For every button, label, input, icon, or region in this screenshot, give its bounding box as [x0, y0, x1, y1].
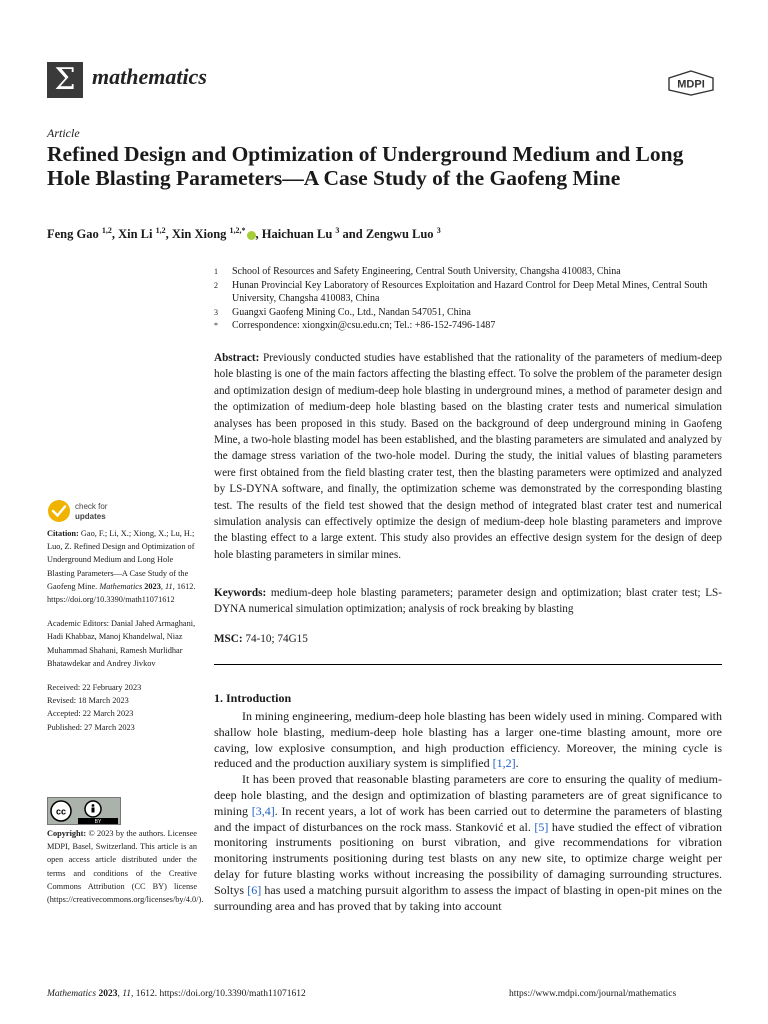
- author-name: Xin Xiong: [171, 227, 227, 242]
- section-divider: [214, 664, 722, 665]
- cc-by-license-icon[interactable]: [47, 797, 121, 825]
- footer-journal-url[interactable]: https://www.mdpi.com/journal/mathematics: [509, 989, 677, 999]
- journal-name: mathematics: [92, 64, 207, 89]
- citation-link[interactable]: [3,4]: [251, 803, 275, 818]
- abstract: [214, 350, 722, 563]
- author-affil-mark: 3: [335, 226, 340, 235]
- author-name: Xin Li: [118, 227, 153, 242]
- author-affil-mark: 3: [436, 226, 441, 235]
- copyright-notice: Copyright: © 2023 by the authors. Licensee MDPI, Basel, Switzerland. This article is an open access article distributed under the terms and conditions of the Creative Commons Attribution (CC BY) license (https://creativecommons.org/licenses/by/4.0/).: [47, 829, 204, 905]
- received-date: Received: 22 February 2023: [47, 683, 142, 693]
- paragraph: In mining engineering, medium-deep hole blasting has been widely used in mining. Compared with shallow hole blasting, medium-deep hole blasting has a larger one-time blasting amount, more ore caving, low explosive consumption, and high production efficiency. Moreover, the mining cycle is reduced and the production auxiliary system is simplified [1,2].: [214, 709, 722, 771]
- accepted-date: Accepted: 22 March 2023: [47, 709, 134, 719]
- introduction-body: [214, 709, 722, 914]
- article-info-sidebar: [47, 527, 197, 745]
- author-name: Zengwu Luo: [365, 227, 434, 242]
- svg-text:BY: BY: [94, 819, 102, 825]
- journal-logo-icon: Σ: [47, 62, 83, 98]
- author-list: Feng Gao $^{1,2}$, Xin Li $^{1,2}$, Xin Xiong $^{1,2,*}$ , Haichuan Lu $^3$ and Zengwu Luo $^3$: [47, 226, 441, 242]
- citation-block: Citation: Gao, F.; Li, X.; Xiong, X.; Lu, H.; Luo, Z. Refined Design and Optimization of Underground Medium and Long Hole Blasting Parameters—A Case Study of the Gaofeng Mine. Mathematics 2023, 11, 1612. https://doi.org/10.3390/math11071612: [47, 529, 196, 605]
- msc-text: 74-10; 74G15: [245, 633, 308, 645]
- mdpi-logo-icon: [666, 70, 716, 96]
- citation-link[interactable]: [1,2]: [492, 756, 516, 771]
- keywords-text: medium-deep hole blasting parameters; parameter design and optimization; blast crater test; LS-DYNA numerical simulation optimization; analysis of rock breaking by blasting: [214, 587, 722, 616]
- msc-codes: [214, 633, 308, 645]
- svg-text:MDPI: MDPI: [677, 78, 705, 91]
- orcid-icon[interactable]: [247, 231, 256, 240]
- affiliations: [214, 265, 724, 333]
- correspondence: * Correspondence: xiongxin@csu.edu.cn; Tel.: +86-152-7496-1487: [214, 320, 496, 331]
- paragraph: It has been proved that reasonable blasting parameters are core to ensuring the quality of medium-deep hole blasting, and the design and optimization of blasting parameters are of great significance to mining [3,4]. In recent years, a lot of work has been carried out to determine the parameters of blasting and the impact of disturbances on the rock mass. Stanković et al. [5] have studied the effect of vibration monitoring instruments positioning on burst vibration, and give recommendations for vibration monitoring instruments positioning during test blasts on any new site, to optimize charge weight per delay for future blasting works without increasing the possibility of damaging surrounding structures. Soltys [6] has used a matching pursuit algorithm to assess the impact of blasting in open-pit mines on the surrounding area and has proved that by taking into account: [214, 772, 722, 913]
- academic-editors: Academic Editors: Danial Jahed Armaghani, Hadi Khabbaz, Manoj Khandelwal, Niaz Muhammad Shahani, Ramesh Murlidhar Bhatawdekar and Andrey Jivkov: [47, 619, 196, 668]
- affiliation-item: 2 Hunan Provincial Key Laboratory of Resources Exploitation and Hazard Control for Deep Metal Mines, Central South University, Changsha 410083, China: [214, 279, 708, 304]
- footer-citation: Mathematics 2023, 11, 1612. https://doi.org/10.3390/math11071612: [47, 989, 306, 999]
- published-date: Published: 27 March 2023: [47, 722, 135, 732]
- citation-link[interactable]: [5]: [534, 819, 549, 834]
- author-affil-mark: 1,2: [101, 226, 112, 235]
- paper-title: Refined Design and Optimization of Underground Medium and Long Hole Blasting Parameters—A Case Study of the Gaofeng Mine: [47, 142, 684, 190]
- keywords-label: Keywords:: [214, 587, 267, 599]
- author-affil-mark: 1,2: [155, 226, 166, 235]
- article-type: Article: [47, 126, 80, 140]
- section-heading: 1. Introduction: [214, 691, 292, 705]
- abstract-text: Previously conducted studies have established that the rationality of the parameters of medium-deep hole blasting is one of the main factors affecting the blasting effect. To solve the problem of the parameter design and optimization design of medium-deep hole blasting in underground mines, a method of parameter design and the optimization of medium-deep hole blasting based on the blasting crater tests and numerical simulation analyses has been proposed in this study. Based on the background of deep underground mining in Gaofeng Mine, a two-hole blasting model has been established, and the blasting parameters are simulated and analyzed by the damage stress variation of the two-hole model. During the study, the initial values of blasting parameters were first obtained from the field blasting crater test, then the blasting parameters were optimized and analyzed by LS-DYNA software, and finally, the optimization scheme was demonstrated by the corresponding blasting test. The results of the field test showed that the design method of integrated blast crater test and numerical simulation analysis can effectively optimize the design of medium-deep hole blasting parameters and improve the blasting effect to a large extent. This study also provides an effective design system for the design of deep hole blasting parameters in similar mines.: [214, 352, 723, 561]
- author-affil-mark: 1,2,*: [229, 226, 246, 235]
- svg-text:check for: check for: [75, 502, 108, 511]
- revised-date: Revised: 18 March 2023: [47, 696, 129, 706]
- keywords: [214, 585, 722, 618]
- dates-block: [47, 681, 197, 734]
- author-name: Haichuan Lu: [261, 227, 333, 242]
- check-for-updates-button[interactable]: [47, 497, 137, 525]
- citation-link[interactable]: [6]: [247, 882, 262, 897]
- affiliation-item: 1 School of Resources and Safety Engineering, Central South University, Changsha 410083, China: [214, 266, 621, 277]
- author-name: Feng Gao: [47, 227, 99, 242]
- affiliation-item: 3 Guangxi Gaofeng Mining Co., Ltd., Nandan 547051, China: [214, 306, 471, 318]
- svg-text:cc: cc: [55, 806, 67, 817]
- svg-text:updates: updates: [75, 512, 106, 521]
- msc-label: MSC:: [214, 633, 243, 645]
- abstract-label: Abstract:: [214, 352, 260, 364]
